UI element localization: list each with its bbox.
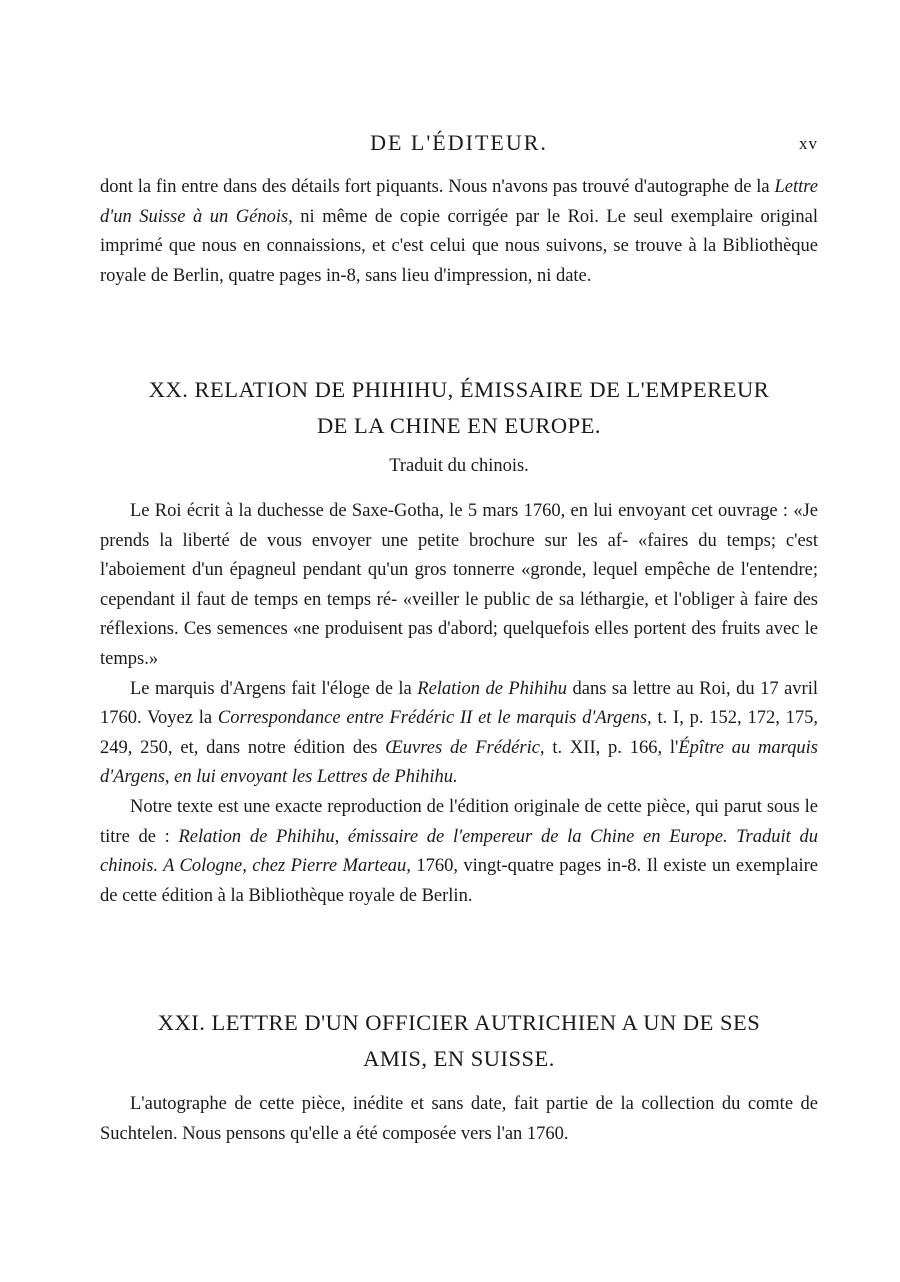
italic-title: Relation de Phihihu bbox=[417, 678, 567, 699]
page-number: xv bbox=[799, 134, 818, 153]
running-head bbox=[100, 130, 818, 160]
section-xxi-heading-line2: AMIS, EN SUISSE. bbox=[363, 1046, 555, 1071]
section-xx-heading-line1: XX. RELATION DE PHIHIHU, ÉMISSAIRE DE L'EMPEREUR bbox=[148, 377, 770, 402]
section-xxi-paragraph-1: L'autographe de cette pièce, inédite et sans date, fait partie de la collection du comte de Suchtelen. Nous pensons qu'elle a été composée vers l'an 1760. bbox=[100, 1094, 818, 1144]
intro-paragraph-block bbox=[100, 173, 818, 291]
text-run: dont la fin entre dans des détails fort piquants. Nous n'avons pas trouvé d'autographe de la bbox=[100, 177, 775, 197]
italic-title: Lettre d'un Suisse à un Génois, bbox=[100, 177, 818, 227]
text-run: dans sa lettre au Roi, du 17 avril 1760. Voyez la bbox=[100, 678, 818, 729]
italic-title: Relation de Phihihu, émissaire de l'empereur de la Chine en Europe. Traduit du chinois. A Cologne, chez Pierre Marteau, bbox=[100, 826, 818, 877]
italic-title: Œuvres de Frédéric, bbox=[385, 737, 545, 758]
section-xxi-heading bbox=[100, 1005, 818, 1077]
section-xx-heading-line2: DE LA CHINE EN EUROPE. bbox=[316, 413, 602, 438]
text-run: 1760, vingt-quatre pages in-8. Il existe un exemplaire de cette édition à la Bibliothèque royale de Berlin. bbox=[100, 856, 818, 906]
text-run: t. XII, p. 166, l' bbox=[544, 737, 679, 758]
text-run: t. I, p. 152, 172, 175, 249, 250, et, dans notre édition des bbox=[100, 708, 818, 758]
section-xx-paragraph-1: Le Roi écrit à la duchesse de Saxe-Gotha, le 5 mars 1760, en lui envoyant cet ouvrage : «Je prends la liberté de vous envoyer une petite brochure sur les af- «faires du temps; c'est l'aboiement d'un épagneul pendant qu'un gros tonnerre «gronde, lequel empêche de l'entendre; cependant il faut de temps en temps ré- «veiller le public de sa léthargie, et l'obliger à faire des réflexions. Ces semences «ne produisent pas d'abord; quelquefois elles portent des fruits avec le temps.» bbox=[100, 501, 818, 669]
text-run: ni même de copie corrigée par le Roi. Le seul exemplaire original imprimé que nous en connaissions, et c'est celui que nous suivons, se trouve à la Bibliothèque royale de Berlin, quatre pages in-8, sans lieu d'impression, ni date. bbox=[100, 206, 818, 286]
text-run: Le marquis d'Argens fait l'éloge de la bbox=[130, 678, 418, 699]
section-xx-subheading: Traduit du chinois. bbox=[389, 456, 529, 476]
section-xxi-heading-line1: XXI. LETTRE D'UN OFFICIER AUTRICHIEN A UN DE SES bbox=[157, 1010, 761, 1035]
section-xx-heading bbox=[100, 372, 818, 444]
section-xx-paragraph-3 bbox=[100, 793, 818, 911]
intro-paragraph bbox=[100, 173, 818, 291]
section-xx-body bbox=[100, 497, 818, 911]
italic-title: Correspondance entre Frédéric II et le marquis d'Argens, bbox=[217, 708, 652, 729]
text-run: Notre texte est une exacte reproduction de l'édition originale de cette pièce, qui parut sous le titre de : bbox=[100, 796, 818, 847]
running-head-title: DE L'ÉDITEUR. bbox=[370, 130, 548, 155]
section-xxi-body bbox=[100, 1090, 818, 1149]
section-xx-paragraph-2 bbox=[100, 675, 818, 793]
italic-title: Épître au marquis d'Argens, en lui envoyant les Lettres de Phihihu. bbox=[100, 737, 818, 788]
